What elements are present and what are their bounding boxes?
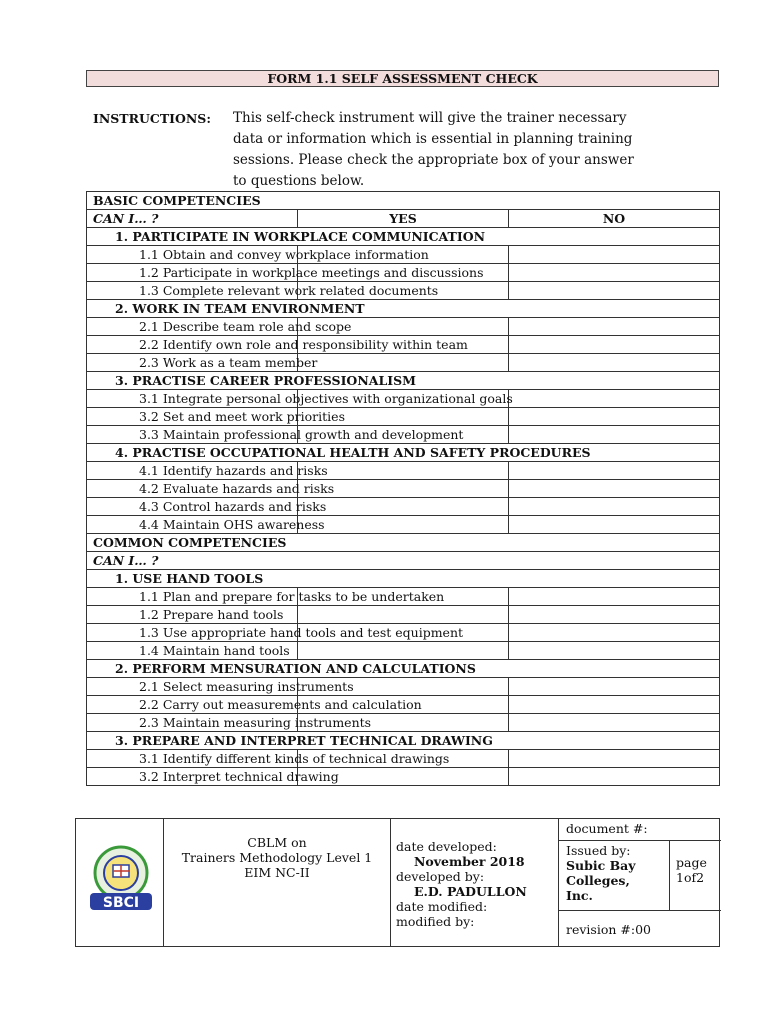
instructions-line: This self-check instrument will give the trainer necessary (233, 110, 627, 126)
checklist-row (87, 750, 720, 768)
competency-row (87, 372, 720, 390)
checklist-row (87, 318, 720, 336)
checklist-item-label: 2.2 Carry out measurements and calculation (87, 696, 298, 714)
section-row (87, 192, 720, 210)
modified-by-label: modified by: (396, 914, 475, 929)
section-title: BASIC COMPETENCIES (87, 192, 720, 210)
no-checkbox[interactable] (509, 678, 720, 696)
issued-by (566, 843, 666, 903)
checklist-item-label: 3.2 Set and meet work priorities (87, 408, 298, 426)
date-developed-label: date developed: (396, 839, 497, 854)
checklist-item-label: 2.1 Describe team role and scope (87, 318, 298, 336)
no-checkbox[interactable] (509, 264, 720, 282)
section-row (87, 552, 720, 570)
checklist-row (87, 768, 720, 786)
checklist-item-label: 1.4 Maintain hand tools (87, 642, 298, 660)
competency-row (87, 570, 720, 588)
yes-checkbox[interactable] (298, 498, 509, 516)
checklist-item-label: 1.1 Plan and prepare for tasks to be undertaken (87, 588, 298, 606)
issued-by-row (559, 841, 721, 911)
no-checkbox[interactable] (509, 336, 720, 354)
document-number: document #: (559, 819, 721, 841)
yes-checkbox[interactable] (298, 642, 509, 660)
page-number (669, 841, 721, 911)
no-checkbox[interactable] (509, 624, 720, 642)
checklist-item-label: 1.1 Obtain and convey workplace information (87, 246, 298, 264)
checklist-item-label: 4.3 Control hazards and risks (87, 498, 298, 516)
instructions-text (233, 108, 713, 192)
yes-column-header: YES (298, 210, 509, 228)
yes-checkbox[interactable] (298, 354, 509, 372)
cblm-title (164, 835, 390, 880)
checklist-item-label: 2.3 Maintain measuring instruments (87, 714, 298, 732)
document-info-cell (558, 819, 720, 946)
developed-by-label: developed by: (396, 869, 485, 884)
checklist-item-label: 4.4 Maintain OHS awareness (87, 516, 298, 534)
checklist-item-label: 4.2 Evaluate hazards and risks (87, 480, 298, 498)
competency-title: 3. PRACTISE CAREER PROFESSIONALISM (87, 372, 720, 390)
checklist-item-label: 3.1 Identify different kinds of technical drawings (87, 750, 298, 768)
checklist-item-label: 1.2 Participate in workplace meetings and discussions (87, 264, 298, 282)
checklist-row (87, 336, 720, 354)
competency-title: 1. PARTICIPATE IN WORKPLACE COMMUNICATION (87, 228, 720, 246)
checklist-row (87, 246, 720, 264)
question-header: CAN I… ? (87, 552, 720, 570)
checklist-row (87, 462, 720, 480)
no-checkbox[interactable] (509, 516, 720, 534)
no-checkbox[interactable] (509, 588, 720, 606)
competency-title: 4. PRACTISE OCCUPATIONAL HEALTH AND SAFETY PROCEDURES (87, 444, 720, 462)
checklist-row (87, 606, 720, 624)
cblm-line: EIM NC-II (244, 865, 310, 880)
dates-cell (396, 839, 561, 929)
checklist-row (87, 642, 720, 660)
no-checkbox[interactable] (509, 750, 720, 768)
checklist-item-label: 2.2 Identify own role and responsibility within team (87, 336, 298, 354)
issuer-line: Colleges, (566, 873, 630, 888)
no-checkbox[interactable] (509, 462, 720, 480)
yes-checkbox[interactable] (298, 516, 509, 534)
page-value: 1of2 (676, 870, 705, 885)
revision-number: revision #:00 (566, 922, 651, 937)
question-header: CAN I… ? (87, 210, 298, 228)
issuer-line: Subic Bay (566, 858, 636, 873)
checklist-row (87, 264, 720, 282)
checklist-item-label: 1.3 Complete relevant work related documents (87, 282, 298, 300)
checklist-item-label: 2.3 Work as a team member (87, 354, 298, 372)
no-checkbox[interactable] (509, 480, 720, 498)
no-checkbox[interactable] (509, 246, 720, 264)
issued-by-label: Issued by: (566, 843, 631, 858)
no-checkbox[interactable] (509, 498, 720, 516)
no-checkbox[interactable] (509, 642, 720, 660)
logo-cell (76, 819, 164, 946)
checklist-row (87, 426, 720, 444)
checklist-item-label: 4.1 Identify hazards and risks (87, 462, 298, 480)
cblm-line: Trainers Methodology Level 1 (181, 850, 373, 865)
no-checkbox[interactable] (509, 696, 720, 714)
competency-row (87, 228, 720, 246)
checklist-row (87, 354, 720, 372)
checklist-item-label: 1.3 Use appropriate hand tools and test equipment (87, 624, 298, 642)
issuer-line: Inc. (566, 888, 593, 903)
self-assessment-table (86, 191, 720, 786)
no-checkbox[interactable] (509, 408, 720, 426)
no-checkbox[interactable] (509, 354, 720, 372)
date-modified-label: date modified: (396, 899, 488, 914)
instructions-line: data or information which is essential in planning training (233, 131, 633, 147)
no-checkbox[interactable] (509, 768, 720, 786)
competency-title: 2. PERFORM MENSURATION AND CALCULATIONS (87, 660, 720, 678)
no-checkbox[interactable] (509, 318, 720, 336)
no-checkbox[interactable] (509, 426, 720, 444)
checklist-row (87, 678, 720, 696)
checklist-row (87, 390, 720, 408)
date-developed: November 2018 (414, 854, 525, 869)
checklist-row (87, 408, 720, 426)
no-checkbox[interactable] (509, 606, 720, 624)
section-title: COMMON COMPETENCIES (87, 534, 720, 552)
checklist-row (87, 588, 720, 606)
no-checkbox[interactable] (509, 390, 720, 408)
section-row (87, 534, 720, 552)
checklist-item-label: 2.1 Select measuring instruments (87, 678, 298, 696)
checklist-row (87, 696, 720, 714)
instructions-line: sessions. Please check the appropriate box of your answer (233, 152, 634, 168)
logo-text: SBCI (102, 895, 140, 911)
competency-row (87, 660, 720, 678)
instructions-line: to questions below. (233, 173, 365, 189)
developed-by: E.D. PADULLON (414, 884, 527, 899)
sbci-logo-icon (86, 843, 156, 913)
form-title: FORM 1.1 SELF ASSESSMENT CHECK (86, 70, 719, 87)
competency-title: 1. USE HAND TOOLS (87, 570, 720, 588)
cblm-line: CBLM on (247, 835, 307, 850)
checklist-row (87, 498, 720, 516)
competency-title: 2. WORK IN TEAM ENVIRONMENT (87, 300, 720, 318)
competency-row (87, 300, 720, 318)
checklist-row (87, 282, 720, 300)
page-label: page (676, 855, 707, 870)
checklist-row (87, 714, 720, 732)
checklist-row (87, 516, 720, 534)
checklist-item-label: 3.3 Maintain professional growth and development (87, 426, 298, 444)
no-column-header: NO (509, 210, 720, 228)
no-checkbox[interactable] (509, 282, 720, 300)
competency-row (87, 444, 720, 462)
checklist-item-label: 1.2 Prepare hand tools (87, 606, 298, 624)
checklist-item-label: 3.1 Integrate personal objectives with organizational goals (87, 390, 298, 408)
section-row (87, 210, 720, 228)
checklist-row (87, 480, 720, 498)
competency-title: 3. PREPARE AND INTERPRET TECHNICAL DRAWING (87, 732, 720, 750)
checklist-row (87, 624, 720, 642)
checklist-item-label: 3.2 Interpret technical drawing (87, 768, 298, 786)
instructions-label: INSTRUCTIONS: (93, 111, 211, 126)
no-checkbox[interactable] (509, 714, 720, 732)
document-footer (75, 818, 720, 947)
yes-checkbox[interactable] (298, 462, 509, 480)
yes-checkbox[interactable] (298, 606, 509, 624)
competency-row (87, 732, 720, 750)
